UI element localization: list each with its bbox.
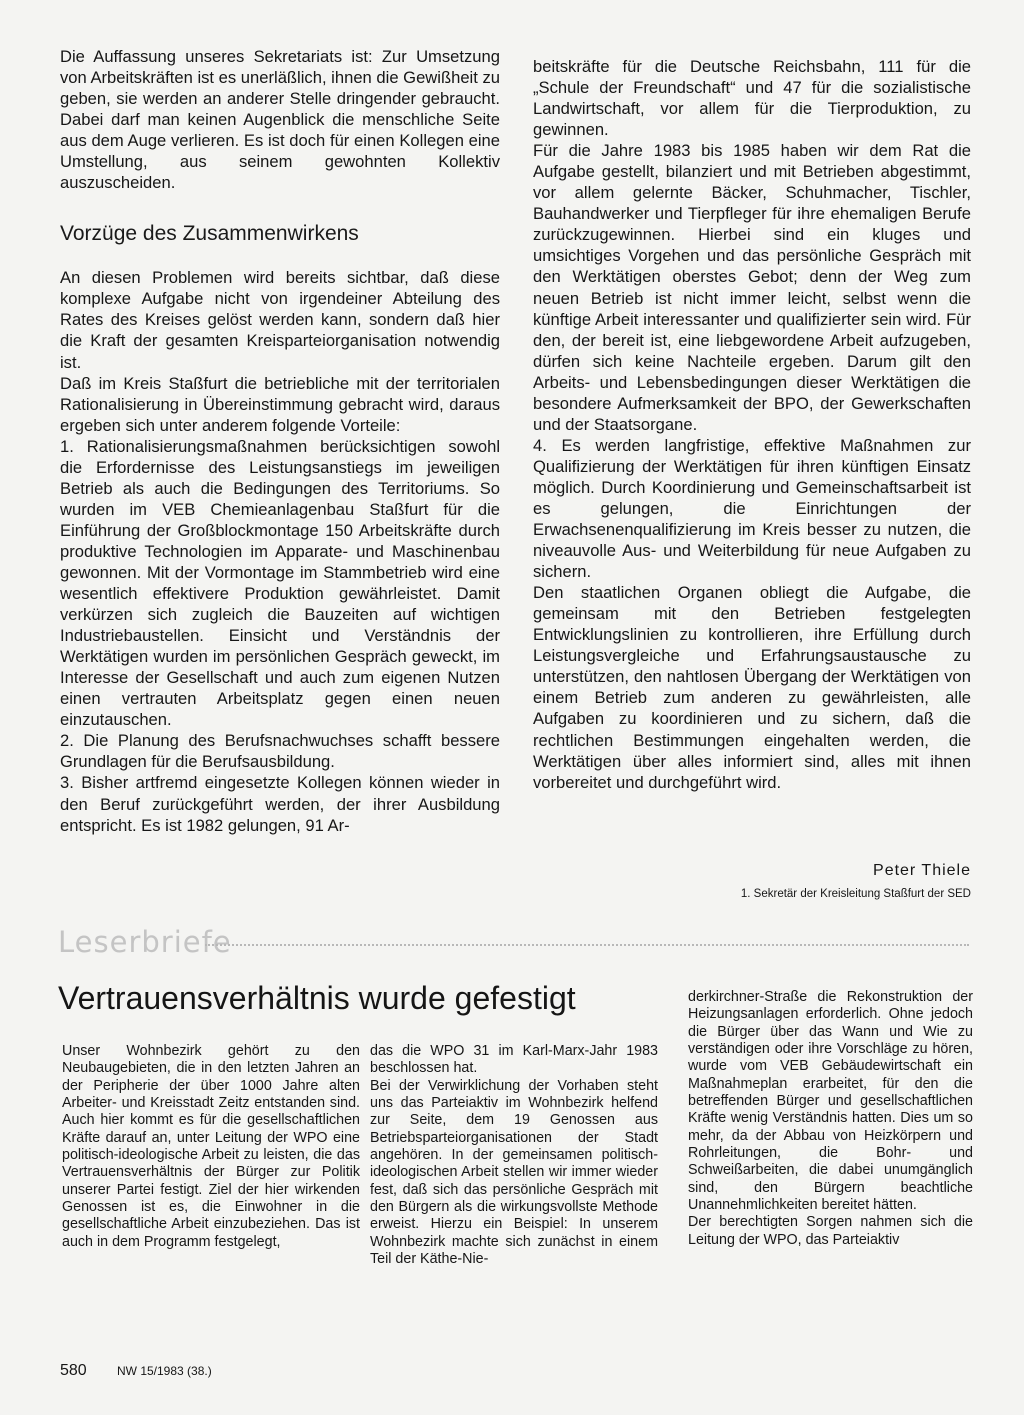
paragraph: 2. Die Planung des Berufsnachwuchses schafft bessere Grundlagen für die Berufsausbildung.	[60, 731, 500, 772]
paragraph: Der berechtigten Sorgen nahmen sich die Leitung der WPO, das Parteiaktiv	[688, 1214, 973, 1248]
section-divider	[205, 944, 969, 946]
issue-reference: NW 15/1983 (38.)	[117, 1364, 212, 1378]
subheading: Vorzüge des Zusammenwirkens	[60, 222, 359, 246]
paragraph: beitskräfte für die Deutsche Reichsbahn, 111 für die „Schule der Freundschaft“ und 47 für die sozialistische Landwirtschaft, vor allem für die Tierproduktion, zu gewinnen.	[533, 57, 971, 140]
paragraph: Daß im Kreis Staßfurt die betriebliche mit der territorialen Rationalisierung in Übereinstimmung gebracht wird, daraus ergeben sich unter anderem folgende Vorteile:	[60, 373, 500, 435]
letter-column-2	[370, 1043, 658, 1268]
author-name: Peter Thiele	[873, 862, 971, 879]
paragraph: Den staatlichen Organen obliegt die Aufgabe, die gemeinsam mit den Betrieben festgelegten Entwicklungslinien zu kontrollieren, ihre Erfüllung durch Leistungsvergleiche und Erfahrungsaustausche zu unterstützen, den nahtlosen Übergang der Werktätigen von einem Betrieb zum anderen zu gewährleisten, alle Aufgaben zu koordinieren und zu sichern, daß die rechtlichen Bestimmungen eingehalten werden, die Werktätigen über alles informiert sind, alles mit ihnen vorbereitet und durchgeführt wird.	[533, 583, 971, 792]
paragraph: das die WPO 31 im Karl-Marx-Jahr 1983 beschlossen hat.	[370, 1043, 658, 1077]
paragraph: Bei der Verwirklichung der Vorhaben steht uns das Parteiaktiv im Wohnbezirk helfend zur Seite, dem 19 Genossen aus Betriebsparteiorganisationen der Stadt angehören. In der gemeinsamen politisch-ideologischen Arbeit stellen wir immer wieder fest, daß sich das persönliche Gespräch mit den Bürgern als die wirkungsvollste Methode erweist. Hierzu ein Beispiel: In unserem Wohnbezirk machte sich zunächst in einem Teil der Käthe-Nie-	[370, 1077, 658, 1268]
paragraph: Für die Jahre 1983 bis 1985 haben wir dem Rat die Aufgabe gestellt, bilanziert und mit Betrieben abgestimmt, vor allem gelernte Bäcker, Schuhmacher, Tischler, Bauhandwerker und Tierpfleger für ihre ehemaligen Berufe zurückzugewinnen. Hierbei sind ein kluges und umsichtiges Vorgehen und das persönliche Gespräch mit den Werktätigen oberstes Gebot; denn der Weg zum neuen Betrieb ist nicht immer leicht, selbst wenn die künftige Arbeit interessanter und qualifizierter sein wird. Für den, der bereit ist, eine liebgewordene Arbeit aufzugeben, dürfen sich keine Nachteile ergeben. Darum gilt den Arbeits- und Lebensbedingungen dieser Werktätigen die besondere Aufmerksamkeit der BPO, der Gewerkschaften und der Staatsorgane.	[533, 141, 971, 434]
paragraph: Die Auffassung unseres Sekretariats ist: Zur Umsetzung von Arbeitskräften ist es unerläßlich, ihnen die Gewißheit zu geben, sie werden an anderer Stelle dringender gebraucht. Dabei darf man keinen Augenblick die menschliche Seite aus dem Auge verlieren. Es ist doch für einen Kollegen eine Umstellung, aus seinem gewohnten Kollektiv auszuscheiden.	[60, 47, 500, 193]
article-column-right	[533, 56, 971, 793]
letter-column-1	[62, 1043, 360, 1251]
paragraph: derkirchner-Straße die Rekonstruktion der Heizungsanlagen erforderlich. Ohne jedoch die Bürger über das Wann und Wie zu verständigen oder ihre Vorschläge zu hören, wurde vom VEB Gebäudewirtschaft ein Maßnahmeplan erarbeitet, für den die betreffenden Bürger und gesellschaftlichen Kräfte wenig Verständnis hatten. Dies um so mehr, da der Abbau von Heizkörpern und Rohrleitungen, die Bohr- und Schweißarbeiten, die dabei unumgänglich sind, den Bürgern beachtliche Unannehmlichkeiten bereitet hätten.	[688, 989, 973, 1214]
paragraph: 1. Rationalisierungsmaßnahmen berücksichtigen sowohl die Erfordernisse des Leistungsanstiegs im jeweiligen Betrieb als auch die Bedingungen des Territoriums. So wurden im VEB Chemieanlagenbau Staßfurt für die Einführung der Großblockmontage 150 Arbeitskräfte durch produktive Technologien im Apparate- und Maschinenbau gewonnen. Mit der Vormontage im Stammbetrieb wird eine wesentlich effektivere Produktion gewährleistet. Damit verkürzen sich zugleich die Bauzeiten auf wichtigen Industriebaustellen. Einsicht und Verständnis der Werktätigen wurden im persönlichen Gespräch geweckt, im Interesse der Gesellschaft und auch zum eigenen Nutzen einen vertrauten Arbeitsplatz gegen einen neuen einzutauschen.	[60, 436, 500, 730]
author-signature	[560, 861, 971, 903]
letter-column-3	[688, 989, 973, 1249]
paragraph: 3. Bisher artfremd eingesetzte Kollegen können wieder in den Beruf zurückgeführt werden, der ihrer Ausbildung entspricht. Es ist 1982 gelungen, 91 Ar-	[60, 773, 500, 835]
paragraph: An diesen Problemen wird bereits sichtbar, daß diese komplexe Aufgabe nicht von irgendeiner Abteilung des Rates des Kreises gelöst werden kann, sondern daß hier die Kraft der gesamten Kreisparteiorganisation notwendig ist.	[60, 268, 500, 372]
paragraph: Unser Wohnbezirk gehört zu den Neubaugebieten, die in den letzten Jahren an der Peripherie der über 1000 Jahre alten Arbeiter- und Kreisstadt Zeitz entstanden sind. Auch hier kommt es für die gesellschaftlichen Kräfte darauf an, unter Leitung der WPO eine politisch-ideologische Arbeit zu leisten, die das Vertrauensverhältnis der Bürger zur Politik unserer Partei festigt. Ziel der hier wirkenden Genossen ist es, die Einwohner in die gesellschaftliche Arbeit einzubeziehen. Das ist auch in dem Programm festgelegt,	[62, 1043, 360, 1250]
paragraph: 4. Es werden langfristige, effektive Maßnahmen zur Qualifizierung der Werktätigen für ihren künftigen Einsatz möglich. Durch Koordinierung und Gemeinschaftsarbeit ist es gelungen, die Einrichtungen der Erwachsenenqualifizierung im Kreis besser zu nutzen, die niveauvolle Aus- und Weiterbildung für neue Aufgaben zu sichern.	[533, 435, 971, 582]
article-column-left	[60, 46, 500, 836]
page-number: 580	[60, 1362, 87, 1379]
section-label: Leserbriefe	[58, 925, 232, 959]
letter-headline: Vertrauensverhältnis wurde gefestigt	[58, 980, 576, 1016]
author-role: 1. Sekretär der Kreisleitung Staßfurt der SED	[740, 888, 971, 900]
